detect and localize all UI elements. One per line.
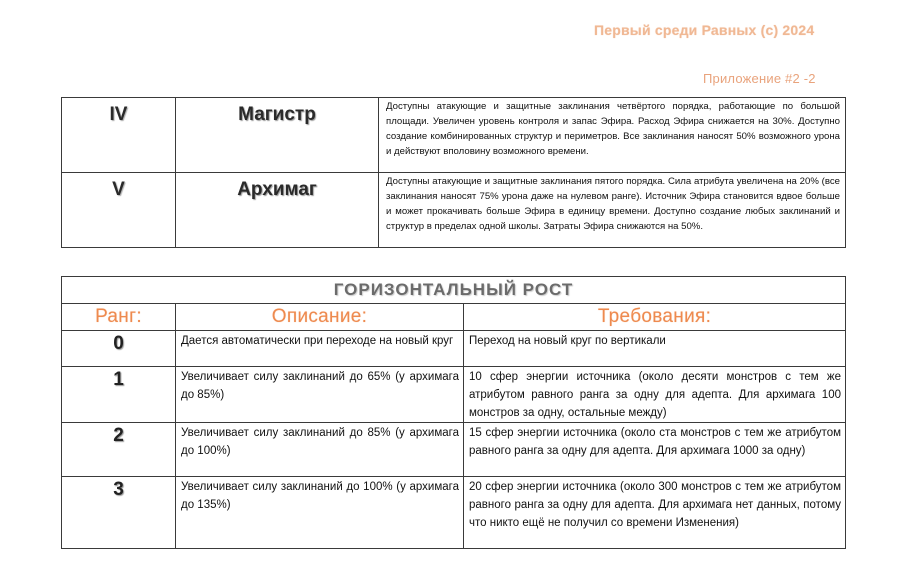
table-row — [62, 98, 846, 173]
table-row — [62, 173, 846, 248]
rank-numeral: IV — [62, 98, 176, 173]
rank-requirements: 15 сфер энергии источника (около ста монстров с тем же атрибутом равного ранга за одну для адепта. Для архимага 1000 за одну) — [464, 423, 846, 477]
rank-requirements: 10 сфер энергии источника (около десяти монстров с тем же атрибутом равного ранга за одну для адепта. Для архимага 100 монстров за одну, остальные между) — [464, 367, 846, 423]
rank-number: 1 — [62, 367, 176, 423]
rank-description: Дается автоматически при переходе на новый круг — [176, 331, 464, 367]
rank-description: Увеличивает силу заклинаний до 65% (у архимага до 85%) — [176, 367, 464, 423]
rank-description: Доступны атакующие и защитные заклинания пятого порядка. Сила атрибута увеличена на 20% (все заклинания наносят 75% урона даже на нулевом ранге). Источник Эфира становится вдвое больше и может прокачивать больше Эфира в единицу времени. Доступно создание любых заклинаний и структур в пределах одной школы. Затраты Эфира снижаются на 50%. — [379, 173, 846, 248]
rank-number: 0 — [62, 331, 176, 367]
rank-description: Увеличивает силу заклинаний до 100% (у архимага до 135%) — [176, 477, 464, 549]
ranks-table — [61, 97, 846, 248]
rank-requirements: Переход на новый круг по вертикали — [464, 331, 846, 367]
table-row — [62, 367, 846, 423]
document-appendix-label: Приложение #2 -2 — [703, 71, 816, 86]
horizontal-growth-table — [61, 276, 846, 549]
rank-requirements: 20 сфер энергии источника (около 300 монстров с тем же атрибутом равного ранга за одну для адепта. Для архимага нет данных, потому что никто ещё не получил со времени Изменения) — [464, 477, 846, 549]
rank-description: Доступны атакующие и защитные заклинания четвёртого порядка, работающие по большой площади. Увеличен уровень контроля и запас Эфира. Расход Эфира снижается на 30%. Доступно создание комбинированных структур и периметров. Все заклинания наносят 50% возможного урона и действуют вполовину возможного времени. — [379, 98, 846, 173]
column-header-description: Описание: — [176, 304, 464, 331]
rank-name: Архимаг — [176, 173, 379, 248]
document-header-title: Первый среди Равных (с) 2024 — [594, 22, 815, 38]
rank-description: Увеличивает силу заклинаний до 85% (у архимага до 100%) — [176, 423, 464, 477]
rank-number: 2 — [62, 423, 176, 477]
table-title: ГОРИЗОНТАЛЬНЫЙ РОСТ — [62, 277, 846, 304]
rank-numeral: V — [62, 173, 176, 248]
table-header-row — [62, 304, 846, 331]
table-row — [62, 331, 846, 367]
table-row — [62, 477, 846, 549]
table-row — [62, 423, 846, 477]
table-title-row — [62, 277, 846, 304]
column-header-requirements: Требования: — [464, 304, 846, 331]
column-header-rank: Ранг: — [62, 304, 176, 331]
rank-name: Магистр — [176, 98, 379, 173]
rank-number: 3 — [62, 477, 176, 549]
